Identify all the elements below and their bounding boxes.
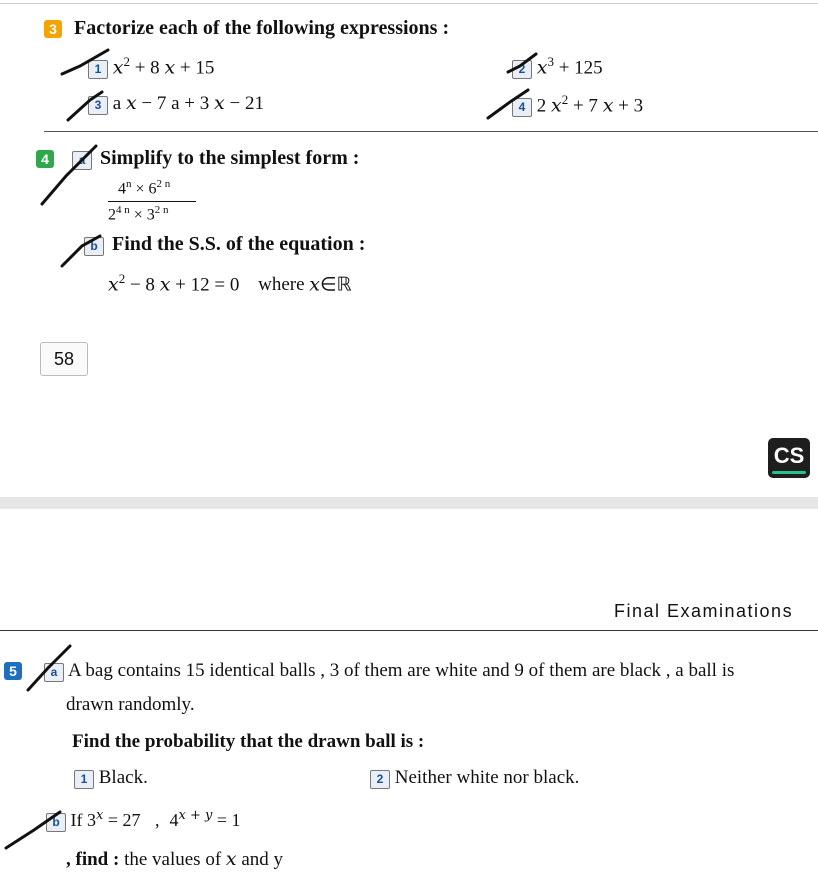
den-exp-1: 4 n [116,204,130,216]
section-title: Final Examinations [614,601,794,621]
q5b-base-2: 4 [169,810,179,830]
q5-option-1 [74,767,148,789]
q4a-numerator [118,178,170,198]
q4b-number: b [84,237,104,256]
q3-item-1-mid: + 8 [129,57,165,79]
page-number-box [40,342,88,376]
scanner-logo-text: CS [773,443,805,468]
q3-item-3-var2: x [214,92,225,114]
q3-item-3-number: 3 [88,96,108,115]
eq-sup: 2 [118,271,126,286]
q3-bottom-rule [44,131,818,132]
q5-heading-row [4,660,734,682]
q5-find-probability: Find the probability that the drawn ball is : [72,731,425,752]
den-exp-2: 2 n [154,204,169,216]
q5b-find-end: and y [236,849,284,870]
den-base-2: 3 [146,206,155,224]
q5b-find-var: x [225,848,237,870]
q5b-find-row [66,848,283,871]
q5b-find-text: the values of [119,849,226,870]
page-number: 58 [53,349,75,369]
q3-number-badge: 3 [44,20,62,38]
num-base-1: 4 [118,180,126,198]
q3-item-3 [88,92,264,115]
q3-item-3-mid: − 7 a + 3 [136,93,215,114]
q3-item-4-number: 4 [512,98,532,117]
q4b-heading-row [84,233,365,256]
where-label: where [258,274,305,296]
q5b-eq-1: = 27 [103,810,141,830]
q3-item-2 [512,54,603,79]
scanner-logo-underline [772,471,806,474]
q4-heading-row [36,147,359,170]
eq-end: + 12 = 0 [170,274,240,296]
where-set: ∈ℝ [319,274,352,296]
q5a-text-line-1: A bag contains 15 identical balls , 3 of them are white and 9 of them are black , a ball is [68,660,735,681]
q4a-fraction [108,178,196,228]
q5-option-1-number: 1 [74,770,94,789]
q5-option-2-number: 2 [370,770,390,789]
q3-item-2-sup: 3 [547,54,554,69]
q5b-row [46,808,241,832]
q4b-heading: Find the S.S. of the equation : [112,233,366,255]
q5-option-2 [370,767,579,789]
q3-item-2-end: + 125 [553,57,603,79]
q5b-eq-2: = 1 [212,810,241,830]
scanner-logo [768,438,810,478]
q3-heading: Factorize each of the following expressions : [74,17,450,39]
q4a-denominator [108,204,169,224]
q5b-exp-2: x + y [178,808,213,823]
q5b-if: If 3 [70,810,96,830]
eq-var-2: x [159,273,171,296]
q3-item-4-var1: x [551,94,562,117]
den-base-1: 2 [108,206,116,224]
where-var: x [309,273,320,296]
num-exp-1: n [126,178,132,190]
q5-option-1-label: Black. [98,767,148,788]
q5a-text-line-2: drawn randomly. [66,694,195,715]
q3-item-3-a: a [112,93,126,114]
q3-item-4 [512,92,643,117]
q5-option-2-label: Neither white nor black. [394,767,580,788]
eq-var-1: x [108,273,119,296]
q5-number-badge: 5 [4,662,22,680]
q3-item-1 [88,54,214,79]
q4b-equation [108,271,352,296]
eq-mid: − 8 [125,274,160,296]
q3-item-4-mid: + 7 [568,95,603,117]
q3-item-3-var1: x [125,92,137,114]
q3-item-2-var: x [536,56,548,79]
q4a-number: a [72,151,92,170]
q4a-heading: Simplify to the simplest form : [100,147,360,169]
top-rule [0,3,818,4]
q4-number-badge: 4 [36,150,54,168]
q3-item-4-end: + 3 [613,95,644,117]
num-times: × [131,180,149,198]
q5b-exp-1: x [96,808,104,823]
q3-item-3-end: − 21 [224,93,264,114]
q3-item-1-var2: x [164,56,176,79]
q3-item-2-number: 2 [512,60,532,79]
q3-item-4-var2: x [602,94,614,117]
q5a-number: a [44,663,64,682]
q5b-sep: , [150,810,160,830]
q5b-number: b [46,813,66,832]
q4a-fraction-bar [108,201,196,202]
q3-item-1-number: 1 [88,60,108,79]
section-rule [0,630,818,631]
page-gap [0,497,818,509]
q3-heading-row [44,17,449,40]
q3-item-1-sup: 2 [123,54,130,69]
num-base-2: 6 [148,180,157,198]
den-times: × [129,206,147,224]
q3-item-4-sup: 2 [561,92,569,107]
q3-item-1-end: + 15 [175,57,215,79]
q5b-find-prefix: , find : [66,849,120,870]
q3-item-1-var: x [112,56,124,79]
num-exp-2: 2 n [156,178,171,190]
q3-item-4-a: 2 [536,95,551,117]
